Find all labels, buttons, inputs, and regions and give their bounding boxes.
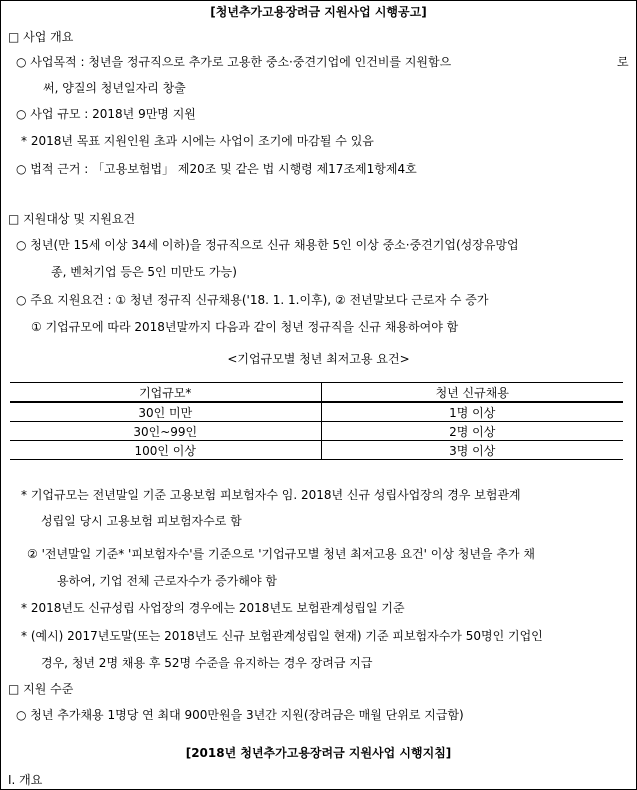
scale-note: * 2018년 목표 지원인원 초과 시에는 사업이 조기에 마감될 수 있음 xyxy=(21,134,374,148)
table-row xyxy=(10,441,623,460)
employment-requirement-table xyxy=(10,382,623,460)
company-size-cell: 30인 미만 xyxy=(10,402,321,422)
note-3-line-1: * (예시) 2017년도말(또는 2018년도 신규 보험관계성립일 현재) 기준 피보험자수가 50명인 기업인 xyxy=(21,629,543,643)
note-1-line-1: * 기업규모는 전년말일 기준 고용보험 피보험자수 임. 2018년 신규 성립사업장의 경우 보험관계 xyxy=(21,488,521,502)
table-header-row xyxy=(10,383,623,403)
requirement-2-line-2: 용하여, 기업 전체 근로자수가 증가해야 함 xyxy=(57,574,277,588)
purpose-line-suffix: 로 xyxy=(617,55,629,69)
company-size-cell: 100인 이상 xyxy=(10,441,321,460)
support-heading: □ 지원 수준 xyxy=(8,682,74,696)
note-3-line-2: 경우, 청년 2명 채용 후 52명 수준을 유지하는 경우 장려금 지급 xyxy=(41,656,373,670)
company-size-cell: 30인~99인 xyxy=(10,422,321,441)
legal-basis-item: ○ 법적 근거 : 「고용보험법」 제20조 및 같은 법 시행령 제17조제1항제4호 xyxy=(16,162,417,176)
table-row xyxy=(10,402,623,422)
note-1-line-2: 성립일 당시 고용보험 피보험자수로 함 xyxy=(41,514,242,528)
new-hires-cell: 1명 이상 xyxy=(321,402,623,422)
requirement-1: ① 기업규모에 따라 2018년말까지 다음과 같이 청년 정규직을 신규 채용하여야 함 xyxy=(31,320,459,334)
table-caption: <기업규모별 청년 최저고용 요건> xyxy=(227,352,410,366)
requirement-2-line-1: ② '전년말일 기준* '피보험자수'를 기준으로 '기업규모별 청년 최저고용 요건' 이상 청년을 추가 채 xyxy=(27,547,535,561)
target-line-2: 종, 벤처기업 등은 5인 미만도 가능) xyxy=(51,265,237,279)
purpose-line-2: 써, 양질의 청년일자리 창출 xyxy=(43,81,186,95)
notice-title: [청년추가고용장려금 지원사업 시행공고] xyxy=(210,5,427,19)
new-hires-cell: 3명 이상 xyxy=(321,441,623,460)
purpose-line-1: ○ 사업목적 : 청년을 정규직으로 추가로 고용한 중소·중견기업에 인건비를 지원함으 xyxy=(16,55,452,69)
section-1-heading: Ⅰ. 개요 xyxy=(8,773,43,787)
overview-heading: □ 사업 개요 xyxy=(8,30,74,44)
guideline-title: [2018년 청년추가고용장려금 지원사업 시행지침] xyxy=(185,746,452,760)
new-hires-cell: 2명 이상 xyxy=(321,422,623,441)
header-new-hires: 청년 신규채용 xyxy=(321,383,623,403)
table-row xyxy=(10,422,623,441)
eligibility-heading: □ 지원대상 및 지원요건 xyxy=(8,212,136,226)
header-company-size: 기업규모* xyxy=(10,383,321,403)
note-2: * 2018년도 신규성립 사업장의 경우에는 2018년도 보험관계성립일 기준 xyxy=(21,601,405,615)
support-detail: ○ 청년 추가채용 1명당 연 최대 900만원을 3년간 지원(장려금은 매월 단위로 지급함) xyxy=(16,708,464,722)
main-requirement: ○ 주요 지원요건 : ① 청년 정규직 신규채용('18. 1. 1.이후), ② 전년말보다 근로자 수 증가 xyxy=(16,293,489,307)
target-line-1: ○ 청년(만 15세 이상 34세 이하)을 정규직으로 신규 채용한 5인 이상 중소·중견기업(성장유망업 xyxy=(16,238,519,252)
scale-item: ○ 사업 규모 : 2018년 9만명 지원 xyxy=(16,107,196,121)
